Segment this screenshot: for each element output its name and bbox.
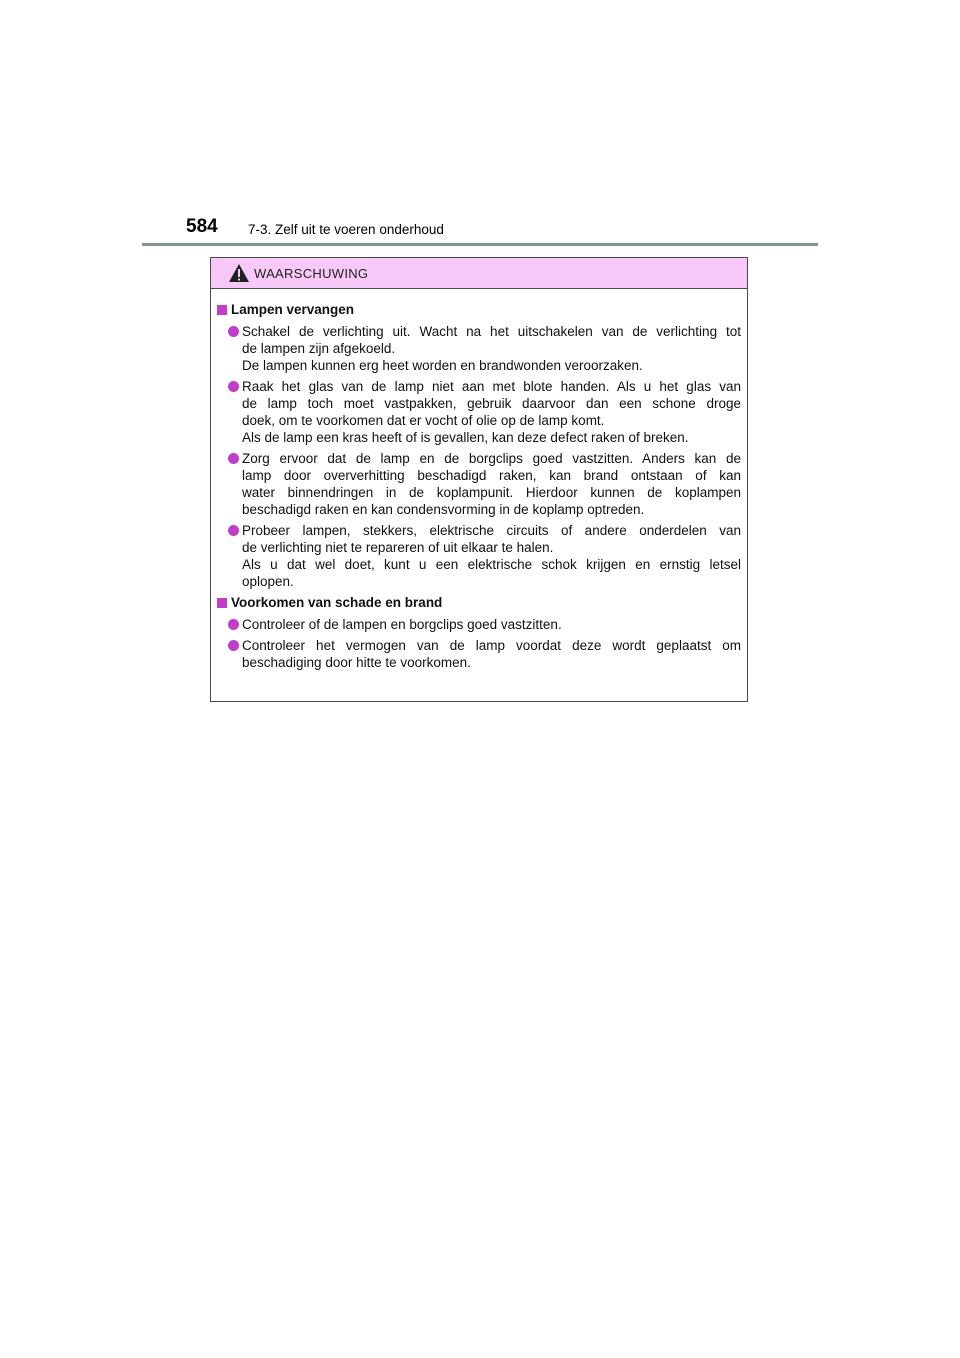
square-bullet-icon — [217, 598, 227, 608]
warning-box — [210, 257, 748, 702]
warning-content — [211, 289, 747, 671]
item-line: beschadigd raken en kan condensvorming in de koplamp optreden. — [242, 502, 645, 517]
round-bullet-icon — [228, 525, 239, 536]
item-line: Controleer het vermogen van de lamp voordat deze wordt geplaatst om — [242, 638, 741, 653]
round-bullet-icon — [228, 640, 239, 651]
item-line: Als de lamp een kras heeft of is gevallen, kan deze defect raken of breken. — [242, 430, 689, 445]
item-line: de verlichting niet te repareren of uit elkaar te halen. — [242, 540, 554, 555]
list-item — [217, 637, 741, 671]
section-heading-text: Lampen vervangen — [231, 302, 355, 317]
list-item — [217, 616, 741, 633]
round-bullet-icon — [228, 326, 239, 337]
list-item — [217, 378, 741, 446]
page-header — [142, 216, 818, 246]
item-line: oplopen. — [242, 574, 294, 589]
item-line: beschadiging door hitte te voorkomen. — [242, 655, 471, 670]
list-item — [217, 522, 741, 590]
warning-header — [211, 258, 747, 289]
square-bullet-icon — [217, 305, 227, 315]
item-line: De lampen kunnen erg heet worden en brandwonden veroorzaken. — [242, 358, 643, 373]
warning-title: WAARSCHUWING — [254, 266, 369, 281]
item-line: Schakel de verlichting uit. Wacht na het uitschakelen van de verlichting tot — [242, 324, 741, 339]
section-heading — [217, 301, 741, 319]
item-line: Raak het glas van de lamp niet aan met blote handen. Als u het glas van — [242, 379, 741, 394]
item-line: lamp door oververhitting beschadigd raken, kan brand ontstaan of kan — [242, 468, 741, 483]
item-line: Controleer of de lampen en borgclips goed vastzitten. — [242, 617, 562, 632]
item-line: water binnendringen in de koplampunit. Hierdoor kunnen de koplampen — [242, 485, 741, 500]
page-number: 584 — [186, 216, 218, 237]
item-line: Zorg ervoor dat de lamp en de borgclips goed vastzitten. Anders kan de — [242, 451, 741, 466]
section-title: 7-3. Zelf uit te voeren onderhoud — [248, 222, 444, 237]
warning-triangle-icon — [228, 263, 250, 283]
item-line: doek, om te voorkomen dat er vocht of olie op de lamp komt. — [242, 413, 605, 428]
item-line: de lamp toch moet vastpakken, gebruik daarvoor dan een schone droge — [242, 396, 741, 411]
item-line: de lampen zijn afgekoeld. — [242, 341, 396, 356]
section-heading-text: Voorkomen van schade en brand — [231, 595, 443, 610]
round-bullet-icon — [228, 619, 239, 630]
section-heading — [217, 594, 741, 612]
round-bullet-icon — [228, 453, 239, 464]
item-line: Als u dat wel doet, kunt u een elektrische schok krijgen en ernstig letsel — [242, 557, 741, 572]
list-item — [217, 450, 741, 518]
round-bullet-icon — [228, 381, 239, 392]
list-item — [217, 323, 741, 374]
item-line: Probeer lampen, stekkers, elektrische circuits of andere onderdelen van — [242, 523, 741, 538]
header-rule — [142, 243, 818, 246]
